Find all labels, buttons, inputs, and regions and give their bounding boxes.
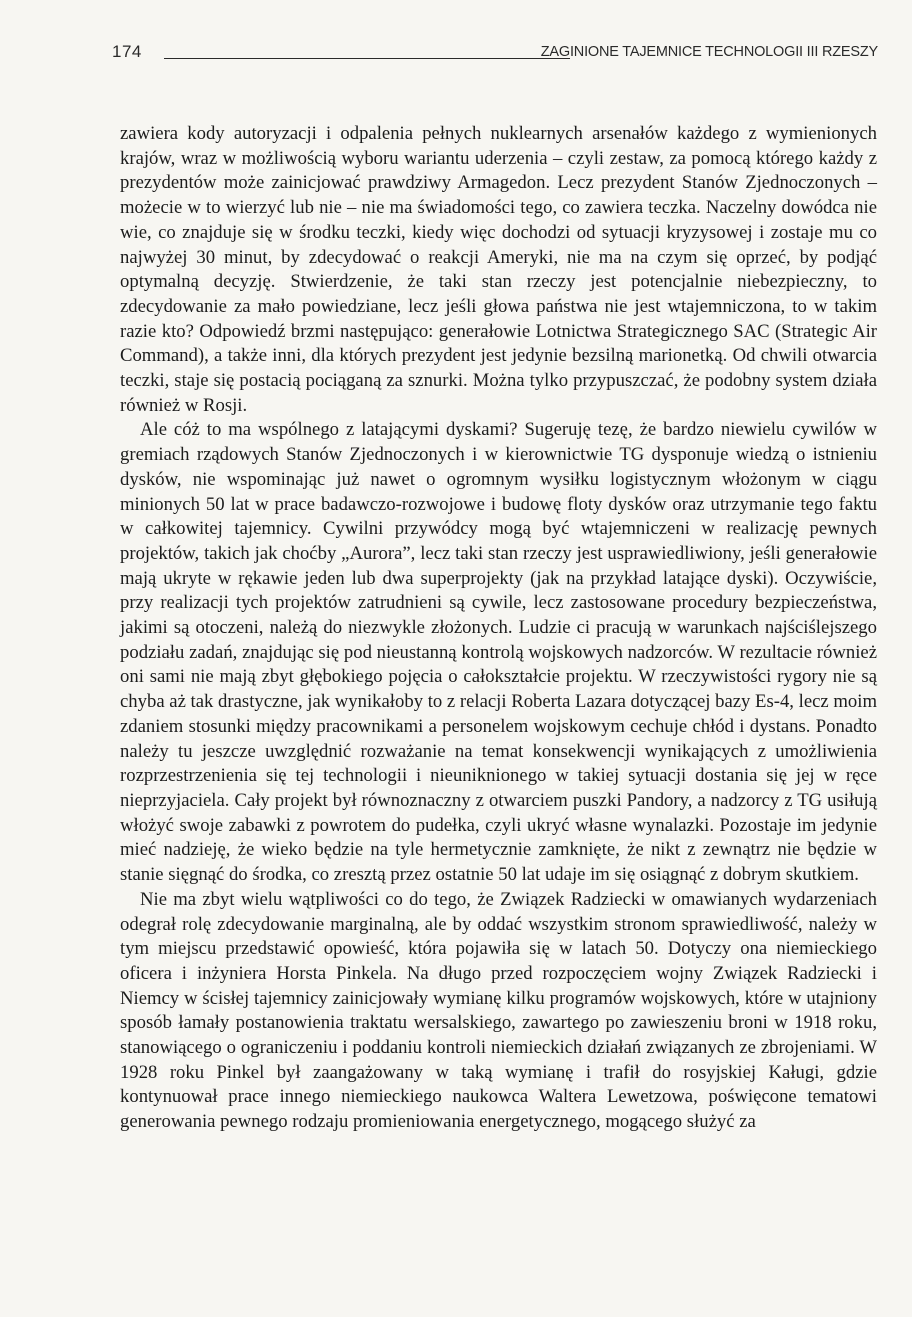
page-header bbox=[112, 36, 878, 66]
paragraph-2: Ale cóż to ma wspólnego z latającymi dyskami? Sugeruję tezę, że bardzo niewielu cywilów w gremiach rządowych Stanów Zjednoczonych i w kierownictwie TG dysponuje wiedzą o istnieniu dysków, nie wspominając już nawet o ogromnym wysiłku logistycznym włożonym w ciągu minionych 50 lat w prace badawczo-rozwojowe i budowę floty dysków oraz utrzymanie tego faktu w całkowitej tajemnicy. Cywilni przywódcy mogą być wtajemniczeni w realizację pewnych projektów, takich jak choćby „Aurora”, lecz taki stan rzeczy jest usprawiedliwiony, jeśli generałowie mają ukryte w rękawie jeden lub dwa superprojekty (jak na przykład latające dyski). Oczywiście, przy realizacji tych projektów zatrudnieni są cywile, lecz zastosowane procedury bezpieczeństwa, jakimi są otoczeni, należą do niezwykle złożonych. Ludzie ci pracują w warunkach najściślejszego podziału zadań, znajdując się pod nieustanną kontrolą wojskowych nadzorców. W rezultacie również oni sami nie mają zbyt głębokiego pojęcia o całokształcie projektu. W rzeczywistości rygory nie są chyba aż tak drastyczne, jak wynikałoby to z relacji Roberta Lazara dotyczącej bazy Es-4, lecz moim zdaniem stosunki między pracownikami a personelem wojskowym cechuje chłód i dystans. Ponadto należy tu jeszcze uwzględnić rozważanie na temat konsekwencji wynikających z umożliwienia rozprzestrzenienia się tej technologii i nieuniknionego w takiej sytuacji dostania się jej w ręce nieprzyjaciela. Cały projekt był równoznaczny z otwarciem puszki Pandory, a nadzorcy z TG usiłują włożyć swoje zabawki z powrotem do pudełka, czyli ukryć własne wynalazki. Pozostaje im jedynie mieć nadzieję, że wieko będzie na tyle hermetycznie zamknięte, że nikt z zewnątrz nie będzie w stanie sięgnąć do środka, co zresztą przez ostatnie 50 lat udaje im się osiągnąć z dobrym skutkiem. bbox=[120, 419, 878, 886]
running-title: ZAGINIONE TAJEMNICE TECHNOLOGII III RZESZY bbox=[540, 44, 878, 60]
page-number: 174 bbox=[112, 42, 142, 61]
paragraph-3: Nie ma zbyt wielu wątpliwości co do tego, że Związek Radziecki w omawianych wydarzeniach odegrał rolę zdecydowanie marginalną, ale by oddać wszystkim stronom sprawiedliwość, należy w tym miejscu przedstawić opowieść, która pojawiła się w latach 50. Dotyczy ona niemieckiego oficera i inżyniera Horsta Pinkela. Na długo przed rozpoczęciem wojny Związek Radziecki i Niemcy w ścisłej tajemnicy zainicjowały wymianę kilku programów wojskowych, które w utajniony sposób łamały postanowienia traktatu wersalskiego, zawartego po zawieszeniu broni w 1918 roku, stanowiącego o ograniczeniu i poddaniu kontroli niemieckich działań związanych ze zbrojeniami. W 1928 roku Pinkel był zaangażowany w taką wymianę i trafił do rosyjskiej Kaługi, gdzie kontynuował prace innego niemieckiego naukowca Waltera Lewetzowa, poświęcone tematowi generowania pewnego rodzaju promieniowania energetycznego, mogącego służyć za bbox=[120, 888, 877, 1133]
paragraph-1: zawiera kody autoryzacji i odpalenia pełnych nuklearnych arsenałów każdego z wymienionych krajów, wraz w możliwością wyboru wariantu uderzenia – czyli zestaw, za pomocą którego każdy z prezydentów może zainicjować prawdziwy Armagedon. Lecz prezydent Stanów Zjednoczonych – możecie w to wierzyć lub nie – nie ma świadomości tego, co zawiera teczka. Naczelny dowódca nie wie, co znajduje się w środku teczki, kiedy więc dochodzi od sytuacji kryzysowej i zostaje mu co najwyżej 30 minut, by zdecydować o reakcji Ameryki, nie ma na czym się oprzeć, by podjąć optymalną decyzję. Stwierdzenie, że taki stan rzeczy jest potencjalnie niebezpieczny, to zdecydowanie za mało powiedziane, lecz jeśli głowa państwa nie jest wtajemniczona, to w takim razie kto? Odpowiedź brzmi następująco: generałowie Lotnictwa Strategicznego SAC (Strategic Air Command), a także inni, dla których prezydent jest jedynie bezsilną marionetką. Od chwili otwarcia teczki, staje się postacią pociąganą za sznurki. Można tylko przypuszczać, że podobny system działa również w Rosji. bbox=[120, 123, 877, 416]
body-text bbox=[120, 122, 877, 1135]
header-rule bbox=[164, 58, 570, 59]
